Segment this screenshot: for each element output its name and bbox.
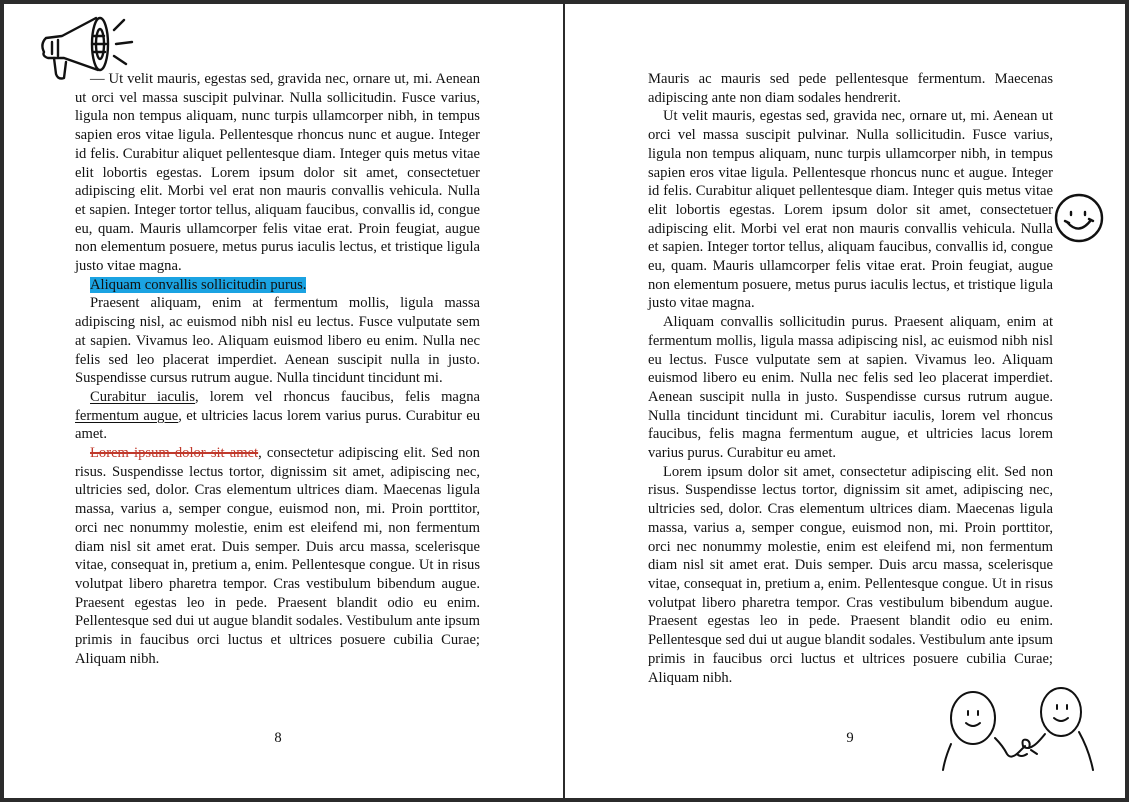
underlined-text: Curabitur iaculis [90, 388, 196, 405]
page-number: 8 [274, 730, 282, 746]
paragraph: Aliquam convallis sollicitudin purus. Praesent aliquam, enim at fermentum mollis, ligula massa adipiscing nisl, ac euismod nibh nisl eu lectus. Fusce vulputate sem at sapien. Vivamus leo. Aliquam euismod libero eu enim. Nulla nec felis sed leo placerat imperdiet. Aenean suscipit nulla in justo. Suspendisse cursus rutrum augue. Nulla tincidunt tincidunt mi. Curabitur iaculis, lorem vel rhoncus faucibus, felis magna fermentum augue, et ultricies lacus lorem varius purus. Curabitur eu amet. [648, 314, 1053, 462]
paragraph: Lorem ipsum dolor sit amet, consectetur adipiscing elit. Sed non risus. Suspendisse lectus tortor, dignissim sit amet, adipiscing nec, ultricies sed, dolor. Cras elementum ultrices diam. Maecenas ligula massa, varius a, semper congue, euismod non, mi. Proin porttitor, orci nec nonummy molestie, enim est eleifend mi, non fermentum diam nisl sit amet erat. Duis semper. Duis arcu massa, scelerisque vitae, consequat in, pretium a, enim. Pellentesque congue. Ut in risus volutpat libero pharetra tempor. Cras vestibulum bibendum augue. Praesent egestas leo in pede. Praesent blandit odio eu enim. Pellentesque sed dui ut augue blandit sodales. Vestibulum ante ipsum primis in faucibus orci luctus et ultrices posuere cubilia Curae; Aliquam nibh. [75, 445, 480, 667]
pinky-promise-friends-icon [937, 680, 1107, 772]
strikethrough-text: Lorem ipsum dolor sit amet [90, 445, 259, 462]
page-number: 9 [846, 730, 854, 746]
highlighted-text: Aliquam convallis sollicitudin purus. [90, 276, 307, 293]
right-page [565, 0, 1125, 802]
right-body-text [648, 70, 1053, 687]
paragraph [75, 276, 480, 295]
paragraph: Lorem ipsum dolor sit amet, consectetur adipiscing elit. Sed non risus. Suspendisse lectus tortor, dignissim sit amet, adipiscing nec, ultricies sed, dolor. Cras elementum ultrices diam. Maecenas ligula massa, varius a, semper congue, euismod non, mi. Proin porttitor, orci nec nonummy molestie, enim est eleifend mi, non fermentum diam nisl sit amet erat. Duis semper. Duis arcu massa, scelerisque vitae, consequat in, pretium a, enim. Pellentesque congue. Ut in risus volutpat libero pharetra tempor. Cras vestibulum bibendum augue. Praesent egestas leo in pede. Praesent blandit odio eu enim. Pellentesque sed dui ut augue blandit sodales. Vestibulum ante ipsum primis in faucibus orci luctus et ultrices posuere cubilia Curae; Aliquam nibh. [648, 463, 1053, 686]
paragraph: — Ut velit mauris, egestas sed, gravida nec, ornare ut, mi. Aenean ut orci vel massa suscipit pulvinar. Nulla sollicitudin. Fusce varius, ligula non tempus aliquam, nunc turpis ullamcorper nibh, in tempus sapien eros vitae ligula. Pellentesque rhoncus nunc et augue. Integer id felis. Curabitur aliquet pellentesque diam. Integer quis metus vitae elit lobortis egestas. Lorem ipsum dolor sit amet, consectetuer adipiscing elit. Morbi vel erat non mauris convallis vehicula. Nulla et sapien. Integer tortor tellus, aliquam faucibus, convallis id, congue eu, quam. Mauris ullamcorper felis vitae erat. Proin feugiat, augue non elementum posuere, metus purus iaculis lectus, et tristique ligula justo vitae magna. [75, 71, 480, 275]
paragraph: Praesent aliquam, enim at fermentum mollis, ligula massa adipiscing nisl, ac euismod nibh nisl eu lectus. Fusce vulputate sem at sapien. Vivamus leo. Aliquam euismod libero eu enim. Nulla nec felis sed leo placerat imperdiet. Aenean suscipit nulla in justo. Suspendisse cursus rutrum augue. Nulla tincidunt tincidunt mi. [75, 295, 480, 387]
underlined-text: fermentum augue [75, 407, 179, 424]
paragraph: Mauris ac mauris sed pede pellentesque fermentum. Maecenas adipiscing ante non diam sodales hendrerit. [648, 71, 1053, 106]
paragraph: Curabitur iaculis, lorem vel rhoncus faucibus, felis magna fermentum augue, et ultricies lacus lorem varius purus. Curabitur eu amet. [75, 388, 480, 443]
paragraph: Ut velit mauris, egestas sed, gravida nec, ornare ut, mi. Aenean ut orci vel massa suscipit pulvinar. Nulla sollicitudin. Fusce varius, ligula non tempus aliquam, nunc turpis ullamcorper nibh, in tempus sapien eros vitae ligula. Pellentesque rhoncus nunc et augue. Integer id felis. Curabitur aliquet pellentesque diam. Integer quis metus vitae elit lobortis egestas. Lorem ipsum dolor sit amet, consectetuer adipiscing elit. Morbi vel erat non mauris convallis vehicula. Nulla et sapien. Integer tortor tellus, aliquam faucibus, convallis id, congue eu, quam. Mauris ullamcorper felis vitae erat. Proin feugiat, augue non elementum posuere, metus purus iaculis lectus, et tristique ligula justo vitae magna. [648, 108, 1053, 312]
left-body-text [75, 70, 480, 669]
smiley-icon [1051, 190, 1107, 246]
left-page [4, 0, 563, 802]
